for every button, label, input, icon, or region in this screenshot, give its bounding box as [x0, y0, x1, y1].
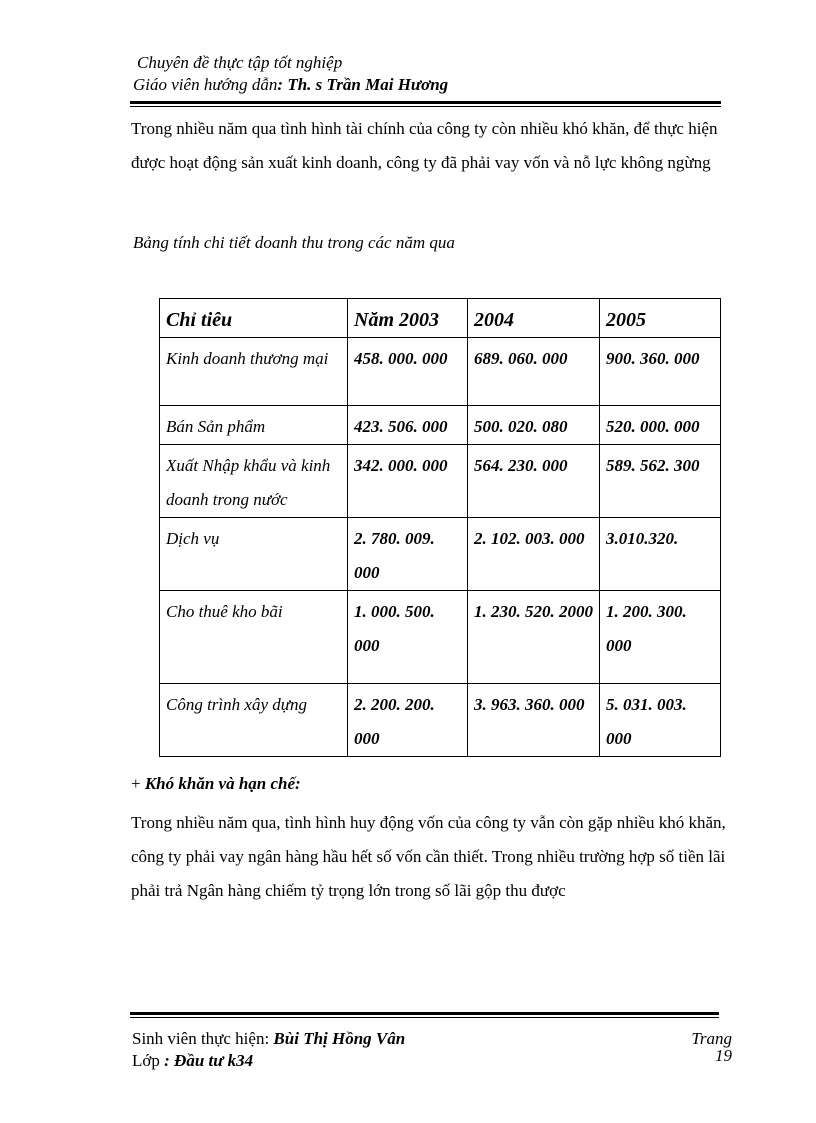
- row-label: Bán Sản phẩm: [160, 406, 348, 445]
- row-label: Xuất Nhập khẩu và kinh doanh trong nước: [160, 445, 348, 518]
- table-caption: Bảng tính chi tiết doanh thu trong các năm qua: [133, 233, 455, 252]
- footer-rule-thin: [130, 1017, 719, 1018]
- header-cell: 2004: [468, 299, 600, 338]
- table-row: [160, 518, 721, 591]
- class-name: : Đầu tư k34: [164, 1051, 254, 1070]
- page-label: Trang: [691, 1029, 732, 1048]
- table-row: [160, 338, 721, 406]
- table-row: [160, 445, 721, 518]
- cell-value: 3. 963. 360. 000: [468, 684, 600, 757]
- row-label: Kinh doanh thương mại: [160, 338, 348, 406]
- student-name: Bùi Thị Hồng Vân: [273, 1029, 406, 1048]
- cell-value: 342. 000. 000: [348, 445, 468, 518]
- cell-value: 3.010.320.: [600, 518, 721, 591]
- cell-value: 1. 230. 520. 2000: [468, 591, 600, 684]
- table-row: [160, 684, 721, 757]
- intro-paragraph: Trong nhiều năm qua tình hình tài chính của công ty còn nhiều khó khăn, để thực hiện được hoạt động sản xuất kinh doanh, công ty đã phải vay vốn và nỗ lực không ngừng: [131, 119, 718, 172]
- cell-value: 423. 506. 000: [348, 406, 468, 445]
- student-label: Sinh viên thực hiện:: [132, 1029, 274, 1048]
- class-line: [132, 1050, 405, 1072]
- student-line: [132, 1028, 405, 1050]
- cell-value: 5. 031. 003. 000: [600, 684, 721, 757]
- header-rule-thin: [130, 106, 721, 107]
- row-label: Dịch vụ: [160, 518, 348, 591]
- row-label: Cho thuê kho bãi: [160, 591, 348, 684]
- page-number-value: 19: [715, 1046, 732, 1065]
- supervisor-line: [133, 74, 723, 96]
- table-row: [160, 591, 721, 684]
- cell-value: 2. 200. 200. 000: [348, 684, 468, 757]
- cell-value: 2. 780. 009. 000: [348, 518, 468, 591]
- cell-value: 564. 230. 000: [468, 445, 600, 518]
- revenue-table: [159, 298, 721, 757]
- cell-value: 689. 060. 000: [468, 338, 600, 406]
- class-label: Lớp: [132, 1051, 165, 1070]
- header-cell: Năm 2003: [348, 299, 468, 338]
- document-title: Chuyên đề thực tập tốt nghiệp: [137, 53, 343, 72]
- cell-value: 2. 102. 003. 000: [468, 518, 600, 591]
- header-cell: Chỉ tiêu: [160, 299, 348, 338]
- difficulties-heading: [131, 774, 301, 794]
- cell-value: 520. 000. 000: [600, 406, 721, 445]
- cell-value: 1. 200. 300. 000: [600, 591, 721, 684]
- footer-rule: [130, 1012, 719, 1015]
- supervisor-label: Giáo viên hướng dẫn: [133, 75, 278, 94]
- difficulties-paragraph: Trong nhiều năm qua, tình hình huy động vốn của công ty vẫn còn gặp nhiều khó khăn, công ty phải vay ngân hàng hầu hết số vốn cần thiết. Trong nhiều trường hợp số tiền lãi phải trả Ngân hàng chiếm tỷ trọng lớn trong số lãi gộp thu được: [131, 813, 726, 900]
- cell-value: 1. 000. 500. 000: [348, 591, 468, 684]
- difficulties-title: Khó khăn và hạn chế:: [144, 774, 301, 793]
- cell-value: 458. 000. 000: [348, 338, 468, 406]
- header-rule: [130, 101, 721, 104]
- table-row: [160, 406, 721, 445]
- table-header-row: [160, 299, 721, 338]
- page-number: [680, 1030, 732, 1064]
- header-cell: 2005: [600, 299, 721, 338]
- bullet-prefix: +: [131, 774, 145, 793]
- row-label: Công trình xây dựng: [160, 684, 348, 757]
- cell-value: 589. 562. 300: [600, 445, 721, 518]
- page-footer: [132, 1028, 405, 1072]
- page-header: [133, 52, 723, 96]
- cell-value: 900. 360. 000: [600, 338, 721, 406]
- supervisor-name: : Th. s Trần Mai Hương: [277, 75, 449, 94]
- cell-value: 500. 020. 080: [468, 406, 600, 445]
